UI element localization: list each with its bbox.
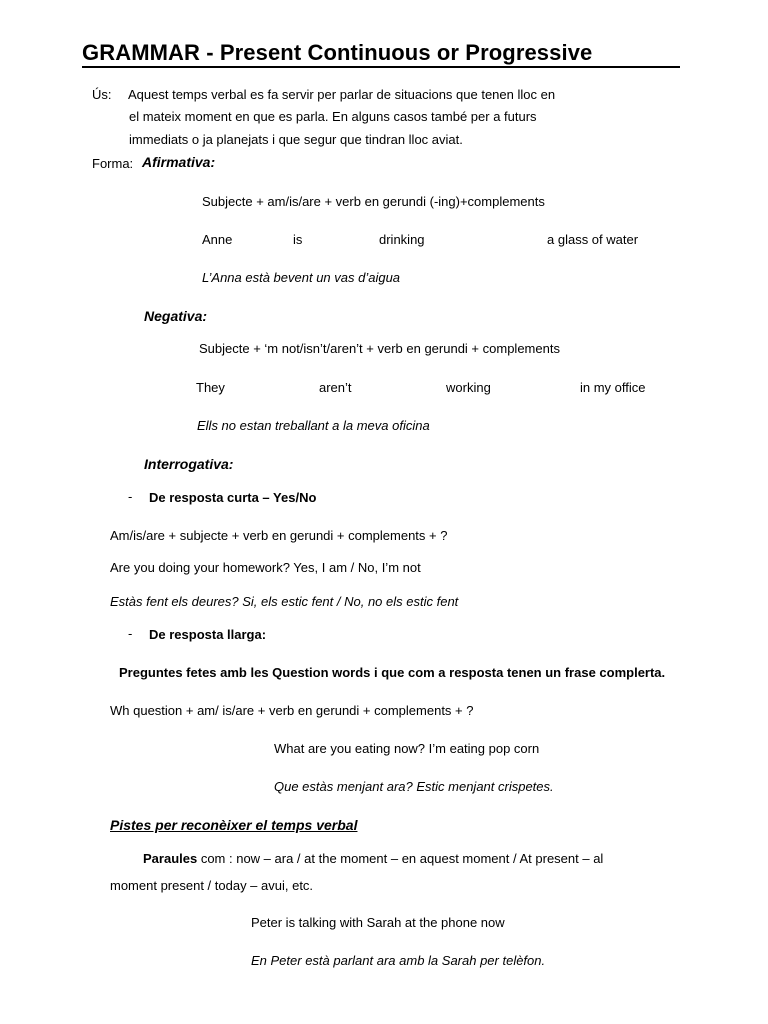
- short-answer-bullet: -: [128, 489, 133, 504]
- affirmative-example-verb: drinking: [379, 232, 425, 247]
- us-line-3: immediats o ja planejats i que segur que tindran lloc aviat.: [129, 132, 463, 147]
- negative-translation: Ells no estan treballant a la meva oficina: [197, 418, 430, 433]
- long-answer-example: What are you eating now? I’m eating pop corn: [274, 741, 540, 756]
- affirmative-heading: Afirmativa:: [142, 154, 216, 170]
- negative-example-subject: They: [196, 380, 225, 395]
- page-title: GRAMMAR - Present Continuous or Progressive: [82, 40, 593, 65]
- affirmative-example-subject: Anne: [202, 232, 233, 247]
- us-line-1: Aquest temps verbal es fa servir per parlar de situacions que tenen lloc en: [128, 87, 556, 102]
- clues-example: Peter is talking with Sarah at the phone now: [251, 915, 505, 930]
- short-answer-formula: Am/is/are + subjecte + verb en gerundi + complements + ?: [110, 528, 448, 543]
- affirmative-example-aux: is: [293, 232, 303, 247]
- clues-line-2: moment present / today – avui, etc.: [110, 878, 314, 893]
- clues-keyword-label: Paraules: [143, 851, 198, 866]
- negative-formula: Subjecte + ‘m not/isn’t/aren’t + verb en gerundi + complements: [199, 341, 560, 356]
- negative-example-verb: working: [446, 380, 491, 395]
- short-answer-heading: De resposta curta – Yes/No: [149, 490, 317, 505]
- clues-heading: Pistes per reconèixer el temps verbal: [110, 817, 358, 833]
- affirmative-example-complement: a glass of water: [547, 232, 639, 247]
- clues-translation: En Peter està parlant ara amb la Sarah per telèfon.: [251, 953, 546, 968]
- us-label: Ús:: [92, 87, 112, 102]
- short-answer-example: Are you doing your homework? Yes, I am / No, I’m not: [110, 560, 421, 575]
- affirmative-formula: Subjecte + am/is/are + verb en gerundi (-ing)+complements: [202, 194, 545, 209]
- us-line-2: el mateix moment en que es parla. En alguns casos també per a futurs: [129, 109, 537, 124]
- clues-line-1-text: com : now – ara / at the moment – en aquest moment / At present – al: [200, 851, 604, 866]
- long-answer-formula: Wh question + am/ is/are + verb en gerundi + complements + ?: [110, 703, 474, 718]
- interrogative-heading: Interrogativa:: [144, 456, 234, 472]
- negative-heading: Negativa:: [144, 308, 208, 324]
- long-answer-translation: Que estàs menjant ara? Estic menjant crispetes.: [274, 779, 554, 794]
- clues-line-1: [143, 851, 603, 866]
- forma-label: Forma:: [92, 156, 134, 171]
- long-answer-heading: De resposta llarga:: [149, 627, 267, 642]
- long-answer-bullet: -: [128, 626, 133, 641]
- short-answer-translation: Estàs fent els deures? Si, els estic fent / No, no els estic fent: [110, 594, 459, 609]
- affirmative-translation: L’Anna està bevent un vas d’aigua: [202, 270, 401, 285]
- negative-example-aux: aren’t: [319, 380, 352, 395]
- title-underline: [82, 66, 680, 68]
- negative-example-complement: in my office: [580, 380, 646, 395]
- long-answer-description: Preguntes fetes amb les Question words i que com a resposta tenen un frase complerta.: [119, 665, 666, 680]
